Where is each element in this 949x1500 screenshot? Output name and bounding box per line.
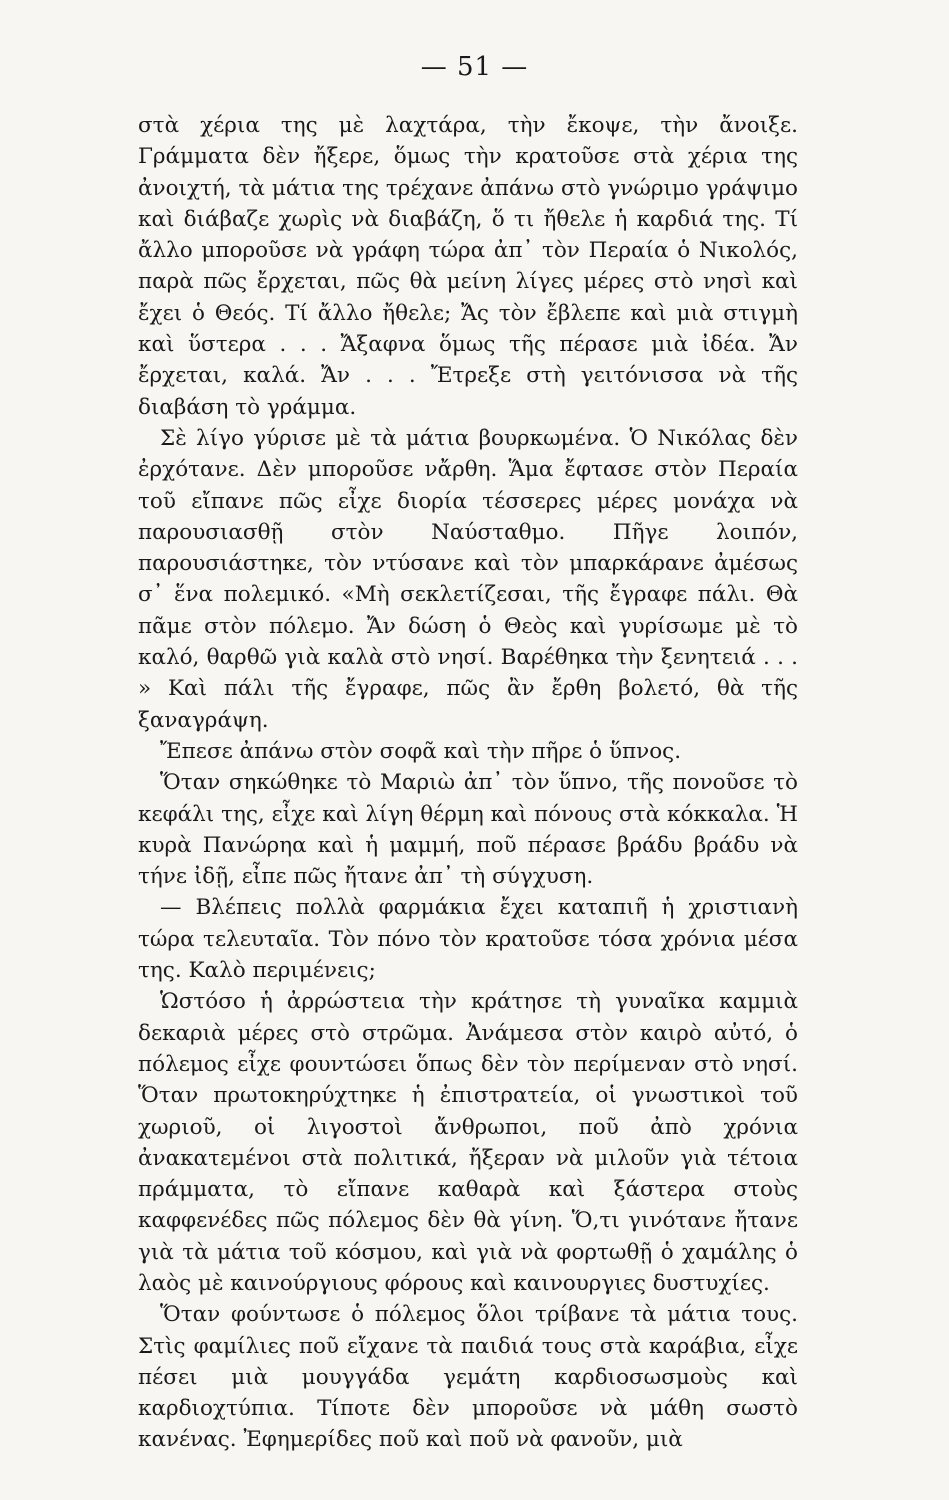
paragraph-3: Ἔπεσε ἀπάνω στὸν σοφᾶ καὶ τὴν πῆρε ὁ ὕπνος. [160,738,682,764]
body-text [138,110,798,1456]
paragraph-7: Ὅταν φούντωσε ὁ πόλεμος ὅλοι τρίβανε τὰ μάτια τους. Στὶς φαμίλιες ποῦ εἴχανε τὰ παιδιά τους στὰ καράβια, εἶχε πέσει μιὰ μουγγάδα γεμάτη καρδιοσωσμοὺς καὶ καρδιοχτύπια. Τίποτε δὲν μποροῦσε νὰ μάθη σωστὸ κανένας. Ἐφημερίδες ποῦ καὶ ποῦ νὰ φανοῦν, μιὰ [138,1302,798,1453]
paragraph-5: — Βλέπεις πολλὰ φαρμάκια ἔχει καταπιῆ ἡ χριστιανὴ τώρα τελευταῖα. Τὸν πόνο τὸν κρατοῦσε τόσα χρόνια μέσα της. Καλὸ περιμένεις; [138,895,798,984]
paragraph-4: Ὅταν σηκώθηκε τὸ Μαριὼ ἀπ᾽ τὸν ὕπνο, τῆς πονοῦσε τὸ κεφάλι της, εἶχε καὶ λίγη θέρμη καὶ πόνους στὰ κόκκαλα. Ἡ κυρὰ Πανώρηα καὶ ἡ μαμμή, ποῦ πέρασε βράδυ βράδυ νὰ τήνε ἰδῇ, εἶπε πῶς ἤτανε ἀπ᾽ τὴ σύγχυση. [138,770,798,890]
paragraph-1: στὰ χέρια της μὲ λαχτάρα, τὴν ἔκοψε, τὴν ἄνοιξε. Γράμματα δὲν ἤξερε, ὅμως τὴν κρατοῦσε στὰ χέρια της ἀνοιχτή, τὰ μάτια της τρέχανε ἀπάνω στὸ γνώριμο γράψιμο καὶ διάβαζε χωρὶς νὰ διαβάζη, ὅ τι ἤθελε ἡ καρδιά της. Τί ἄλλο μποροῦσε νὰ γράφη τώρα ἀπ᾽ τὸν Περαία ὁ Νικολός, παρὰ πῶς ἔρχεται, πῶς θὰ μείνη λίγες μέρες στὸ νησὶ καὶ ἔχει ὁ Θεός. Τί ἄλλο ἤθελε; Ἄς τὸν ἔβλεπε καὶ μιὰ στιγμὴ καὶ ὕστερα . . . Ἄξαφνα ὅμως τῆς πέρασε μιὰ ἰδέα. Ἄν ἔρχεται, καλά. Ἄν . . . Ἔτρεξε στὴ γειτόνισσα νὰ τῆς διαβάση τὸ γράμμα. [138,113,798,420]
page-number: — 51 — [420,52,529,82]
paragraph-2: Σὲ λίγο γύρισε μὲ τὰ μάτια βουρκωμένα. Ὁ Νικόλας δὲν ἐρχότανε. Δὲν μποροῦσε νἄρθη. Ἅμα ἔφτασε στὸν Περαία τοῦ εἴπανε πῶς εἶχε διορία τέσσερες μέρες μονάχα νὰ παρουσιασθῇ στὸν Ναύσταθμο. Πῆγε λοιπόν, παρουσιάστηκε, τὸν ντύσανε καὶ τὸν μπαρκάρανε ἀμέσως σ᾽ ἕνα πολεμικό. «Μὴ σεκλετίζεσαι, τῆς ἔγραφε πάλι. Θὰ πᾶμε στὸν πόλεμο. Ἄν δώση ὁ Θεὸς καὶ γυρίσωμε μὲ τὸ καλό, θαρθῶ γιὰ καλὰ στὸ νησί. Βαρέθηκα τὴν ξενητειά . . . » Καὶ πάλι τῆς ἔγραφε, πῶς ἂν ἔρθη βολετό, θὰ τῆς ξαναγράψη. [138,425,798,733]
paragraph-6: Ὡστόσο ἡ ἀρρώστεια τὴν κράτησε τὴ γυναῖκα καμμιὰ δεκαριὰ μέρες στὸ στρῶμα. Ἀνάμεσα στὸν καιρὸ αὐτό, ὁ πόλεμος εἶχε φουντώσει ὅπως δὲν τὸν περίμεναν στὸ νησί. Ὅταν πρωτοκηρύχτηκε ἡ ἐπιστρατεία, οἱ γνωστικοὶ τοῦ χωριοῦ, οἱ λιγοστοὶ ἄνθρωποι, ποῦ ἀπὸ χρόνια ἀνακατεμένοι στὰ πολιτικά, ἤξεραν νὰ μιλοῦν γιὰ τέτοια πράμματα, τὸ εἴπανε καθαρὰ καὶ ξάστερα στοὺς καφφενέδες πῶς πόλεμος δὲν θὰ γίνη. Ὅ,τι γινότανε ἤτανε γιὰ τὰ μάτια τοῦ κόσμου, καὶ γιὰ νὰ φορτωθῇ ὁ χαμάλης ὁ λαὸς μὲ καινούργιους φόρους καὶ καινουργιες δυστυχίες. [138,989,798,1296]
